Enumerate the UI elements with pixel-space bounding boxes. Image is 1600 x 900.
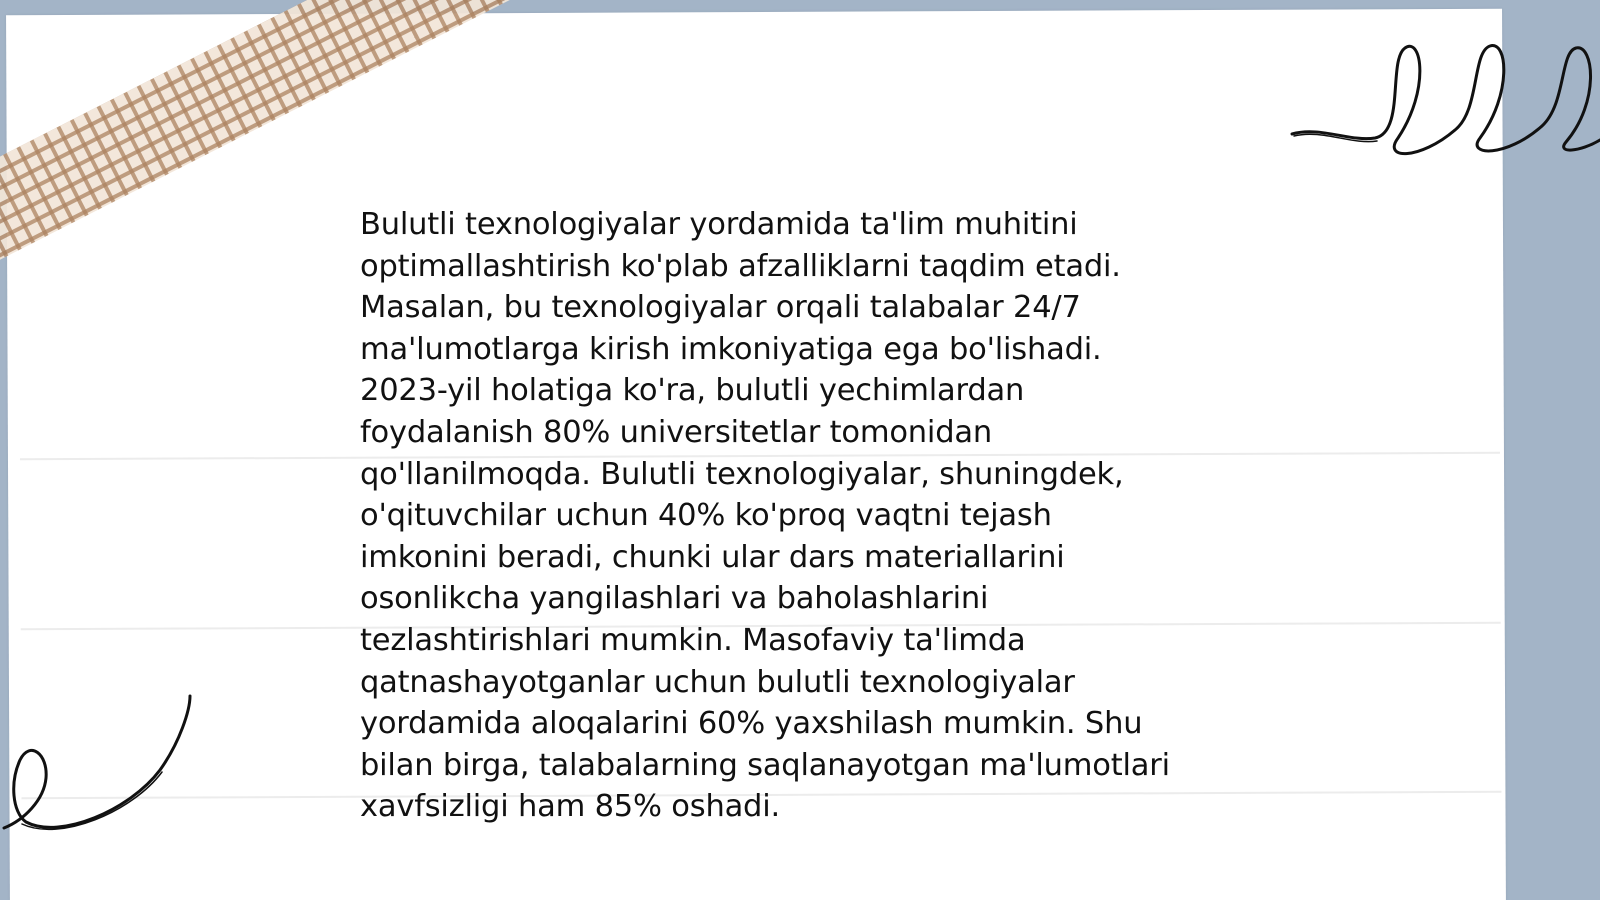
slide-body-text: Bulutli texnologiyalar yordamida ta'lim muhitini optimallashtirish ko'plab afzalliklarni taqdim etadi. Masalan, bu texnologiyalar orqali talabalar 24/7 ma'lumotlarga kirish imkoniyatiga ega bo'lishadi. 2023-yil holatiga ko'ra, bulutli yechimlardan foydalanish 80% universitetlar tomonidan qo'llanilmoqda. Bulutli texnologiyalar, shuningdek, o'qituvchilar uchun 40% ko'proq vaqtni tejash imkonini beradi, chunki ular dars materiallarini osonlikcha yangilashlari va baholashlarini tezlashtirishlari mumkin. Masofaviy ta'limda qatnashayotganlar uchun bulutli texnologiyalar yordamida aloqalarini 60% yaxshilash mumkin. Shu bilan birga, talabalarning saqlanayotgan ma'lumotlari xavfsizligi ham 85% oshadi.: [360, 207, 1170, 825]
loop-scribble-icon: [1280, 30, 1600, 170]
swoosh-scribble-icon: [0, 690, 200, 850]
